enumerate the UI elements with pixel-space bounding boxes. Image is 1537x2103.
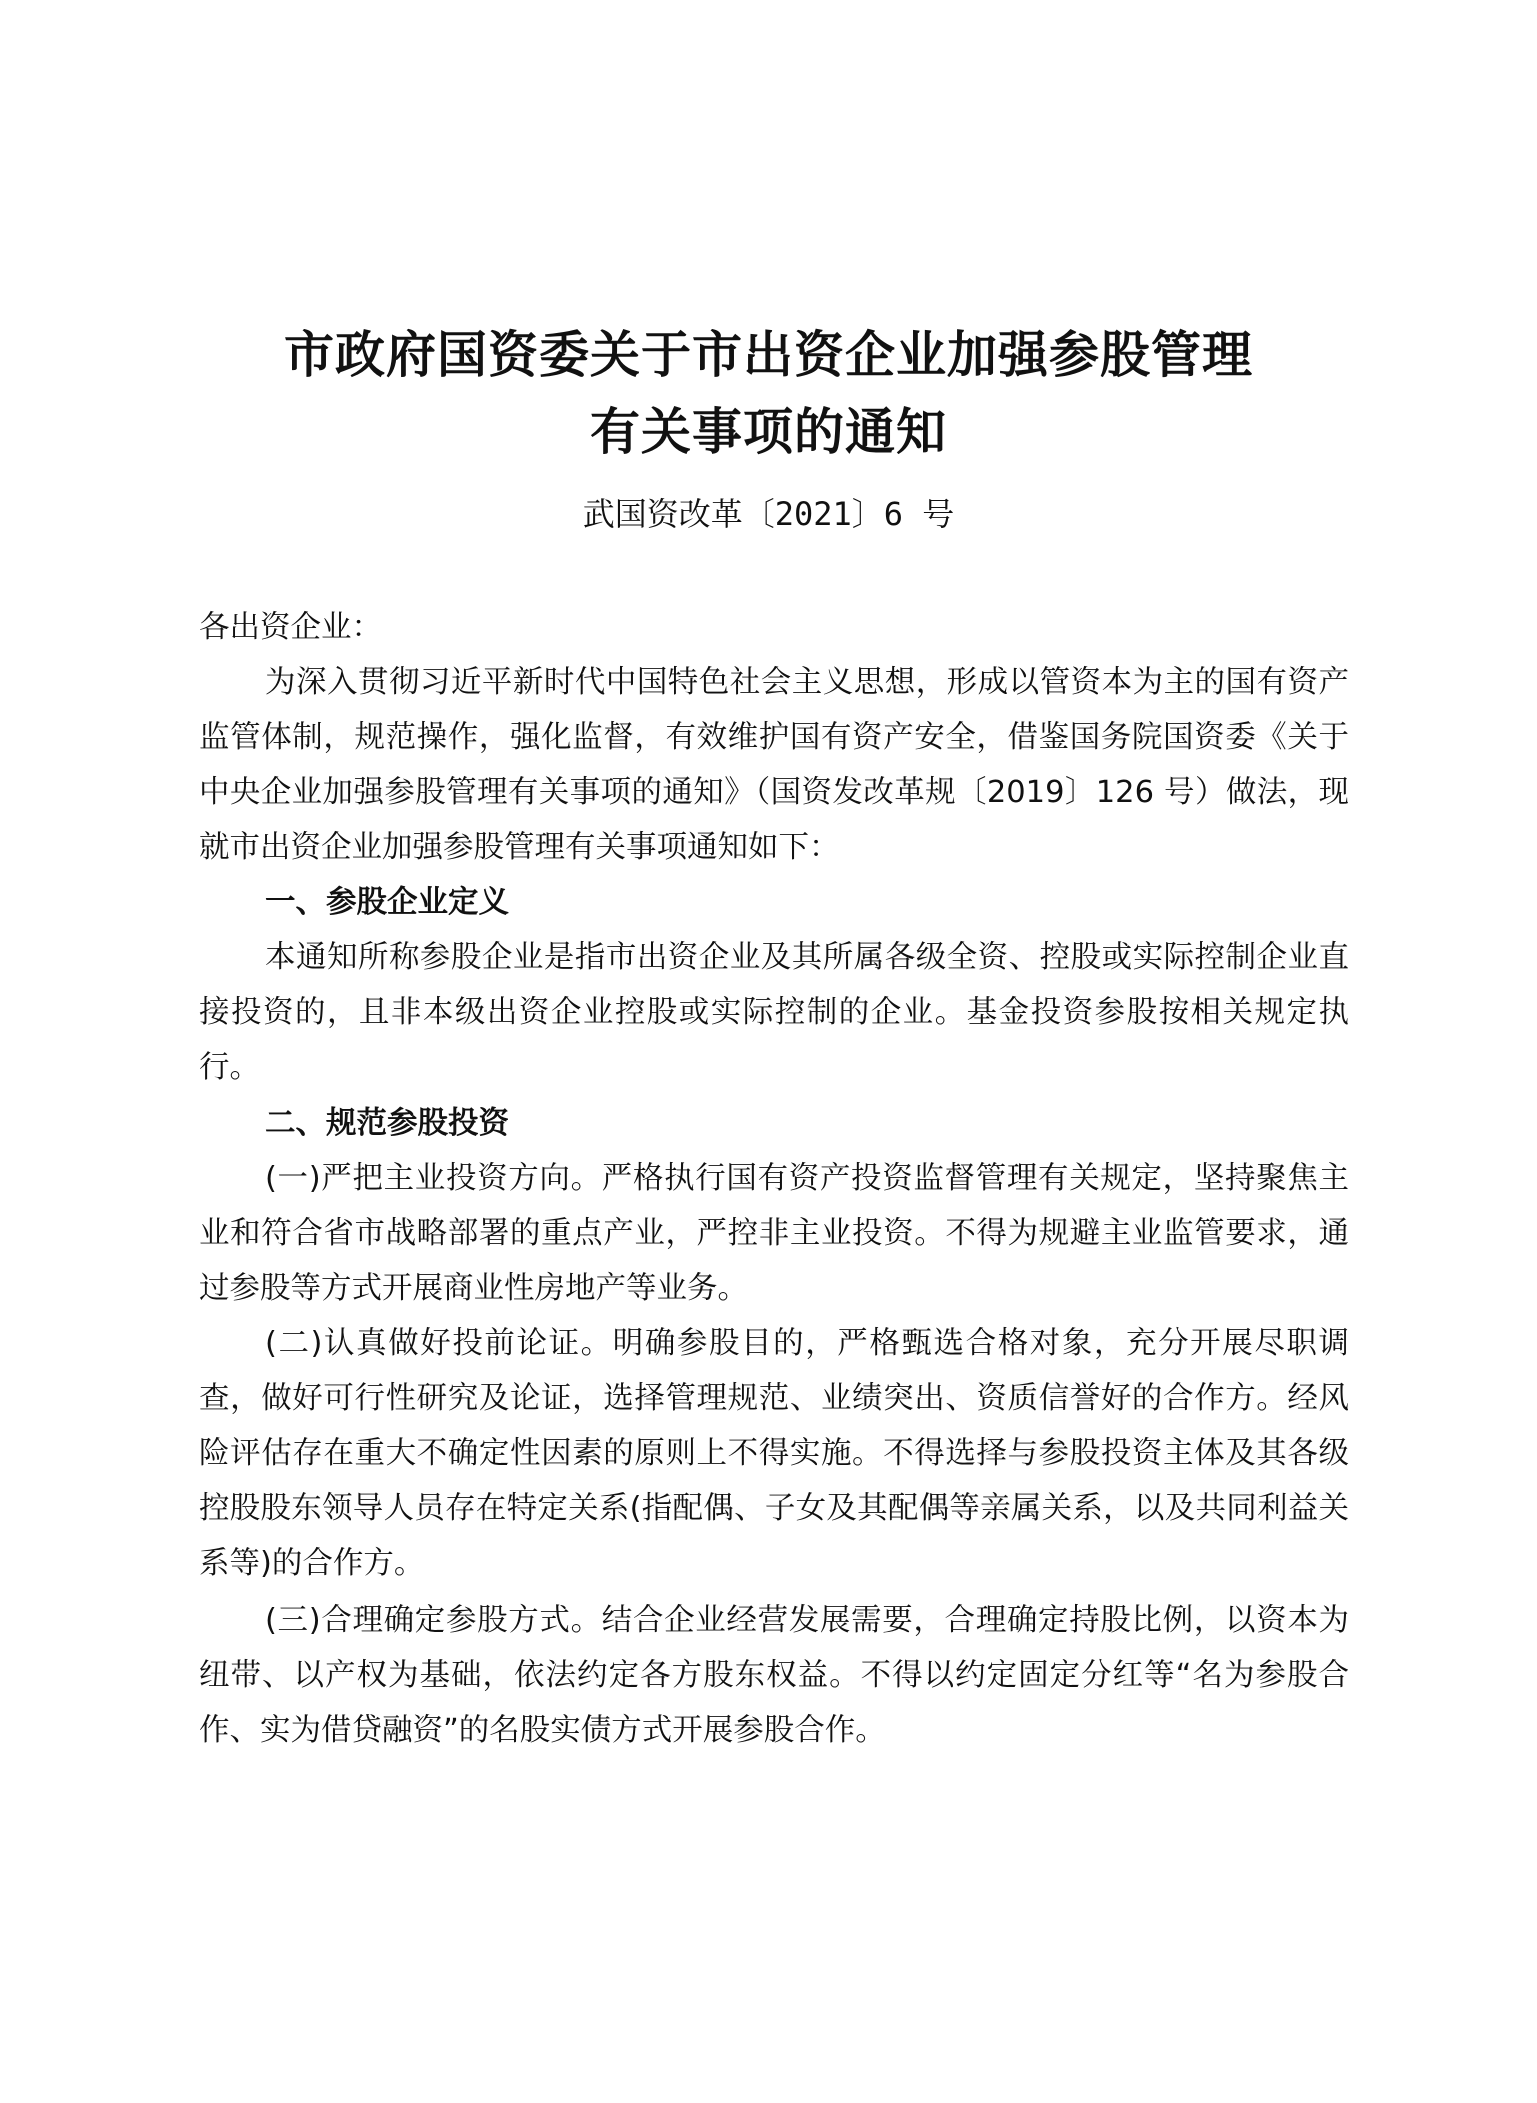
section-2-item-3: (三)合理确定参股方式。结合企业经营发展需要，合理确定持股比例，以资本为纽带、以产权为基础，依法约定各方股东权益。不得以约定固定分红等“名为参股合作、实为借贷融资”的名股实债方式开展参股合作。 <box>199 1603 1349 1748</box>
section-1-heading: 一、参股企业定义 <box>265 885 509 920</box>
section-1-paragraph: 本通知所称参股企业是指市出资企业及其所属各级全资、控股或实际控制企业直接投资的，且非本级出资企业控股或实际控制的企业。基金投资参股按相关规定执行。 <box>199 940 1349 1085</box>
section-2-item-1: (一)严把主业投资方向。严格执行国有资产投资监督管理有关规定，坚持聚焦主业和符合省市战略部署的重点产业，严控非主业投资。不得为规避主业监管要求，通过参股等方式开展商业性房地产等业务。 <box>199 1161 1349 1306</box>
salutation: 各出资企业： <box>199 610 382 645</box>
document-title-line-2: 有关事项的通知 <box>590 402 947 461</box>
section-2-item-2: (二)认真做好投前论证。明确参股目的，严格甄选合格对象，充分开展尽职调查，做好可行性研究及论证，选择管理规范、业绩突出、资质信誉好的合作方。经风险评估存在重大不确定性因素的原则上不得实施。不得选择与参股投资主体及其各级控股股东领导人员存在特定关系(指配偶、子女及其配偶等亲属关系，以及共同利益关系等)的合作方。 <box>199 1326 1349 1581</box>
section-2-heading: 二、规范参股投资 <box>265 1106 509 1141</box>
document-title-line-1: 市政府国资委关于市出资企业加强参股管理 <box>284 325 1253 384</box>
intro-paragraph: 为深入贯彻习近平新时代中国特色社会主义思想，形成以管资本为主的国有资产监管体制，规范操作，强化监督，有效维护国有资产安全，借鉴国务院国资委《关于中央企业加强参股管理有关事项的通知》（国资发改革规〔2019〕126 号）做法，现就市出资企业加强参股管理有关事项通知如下： <box>199 665 1349 865</box>
document-number: 武国资改革〔2021〕6 号 <box>582 495 955 533</box>
